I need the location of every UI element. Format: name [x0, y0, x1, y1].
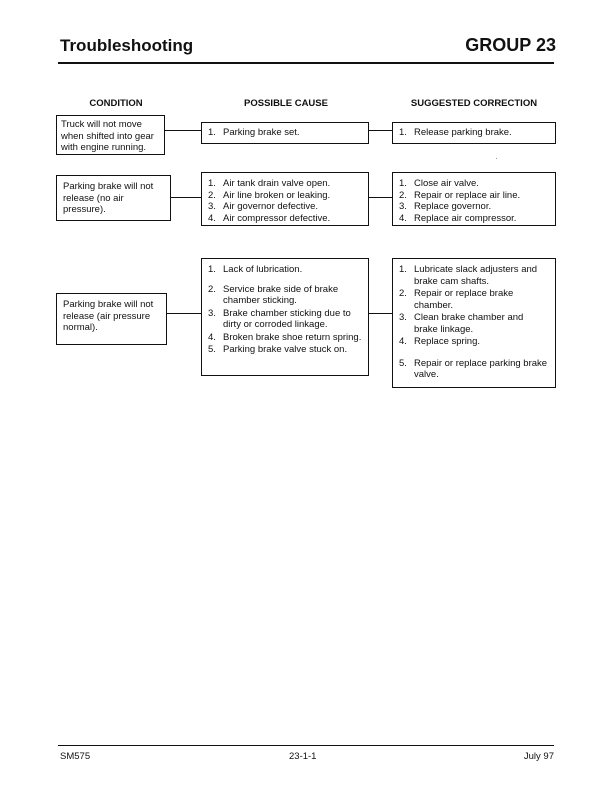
- list-item: 3. Clean brake chamber and brake linkage.: [399, 312, 524, 335]
- doc-id: SM575: [60, 751, 91, 762]
- list-item: 2. Service brake side of brake chamber sticking.: [208, 283, 339, 306]
- cause-box: [201, 172, 369, 226]
- list-item: 5. Parking brake valve stuck on.: [208, 344, 348, 355]
- list-item: 1. Lubricate slack adjusters and brake cam shafts.: [399, 264, 538, 287]
- list-item: 1. Release parking brake.: [399, 127, 512, 138]
- condition-text: Parking brake will not release (no air pressure).: [63, 181, 154, 215]
- header-rule: [58, 62, 554, 64]
- list-item: 4. Replace spring.: [399, 336, 481, 347]
- connector-line: [171, 197, 201, 198]
- list-item: 4. Replace air compressor.: [399, 212, 517, 224]
- correction-list: [399, 127, 549, 139]
- cause-list: [208, 264, 362, 356]
- cause-list: [208, 178, 362, 224]
- page-title: Troubleshooting: [60, 36, 194, 55]
- page-number: 23-1-1: [289, 751, 317, 762]
- column-heading-suggested-correction: SUGGESTED CORRECTION: [410, 98, 538, 109]
- connector-line: [167, 313, 201, 314]
- group-label: GROUP 23: [465, 35, 556, 55]
- list-item: 4. Air compressor defective.: [208, 212, 331, 224]
- list-item: 2. Repair or replace brake chamber.: [399, 288, 514, 311]
- condition-text: Truck will not move when shifted into gear with engine running.: [61, 119, 154, 153]
- connector-line: [369, 197, 392, 198]
- connector-line: [165, 130, 201, 131]
- list-item: 1. Parking brake set.: [208, 127, 300, 138]
- revision-date: July 97: [523, 751, 554, 762]
- list-item: 2. Air line broken or leaking.: [208, 189, 331, 201]
- list-item: 2. Repair or replace air line.: [399, 189, 521, 201]
- speck: [496, 158, 497, 159]
- column-heading-possible-cause: POSSIBLE CAUSE: [244, 98, 328, 109]
- condition-box: [56, 115, 165, 155]
- correction-list: [399, 178, 549, 224]
- condition-text: Parking brake will not release (air pressure normal).: [63, 299, 154, 333]
- list-item: 4. Broken brake shoe return spring.: [208, 331, 362, 343]
- correction-box: [392, 172, 556, 226]
- condition-box: [56, 175, 171, 221]
- column-heading-condition: CONDITION: [89, 98, 143, 109]
- footer-rule: [58, 745, 554, 746]
- cause-list: [208, 127, 362, 139]
- connector-line: [369, 313, 392, 314]
- list-item: 1. Air tank drain valve open.: [208, 178, 331, 189]
- list-item: 3. Brake chamber sticking due to dirty or corroded linkage.: [208, 307, 351, 330]
- cause-box: [201, 122, 369, 144]
- list-item: 1. Lack of lubrication.: [208, 264, 303, 275]
- condition-box: [56, 293, 167, 345]
- list-item: 3. Air governor defective.: [208, 201, 319, 212]
- correction-box: [392, 122, 556, 144]
- connector-line: [369, 130, 392, 131]
- list-item: 3. Replace governor.: [399, 201, 492, 212]
- cause-box: [201, 258, 369, 376]
- list-item: 5. Repair or replace parking brake valve.: [399, 357, 548, 380]
- list-item: 1. Close air valve.: [399, 178, 479, 189]
- correction-list: [399, 264, 549, 381]
- correction-box: [392, 258, 556, 388]
